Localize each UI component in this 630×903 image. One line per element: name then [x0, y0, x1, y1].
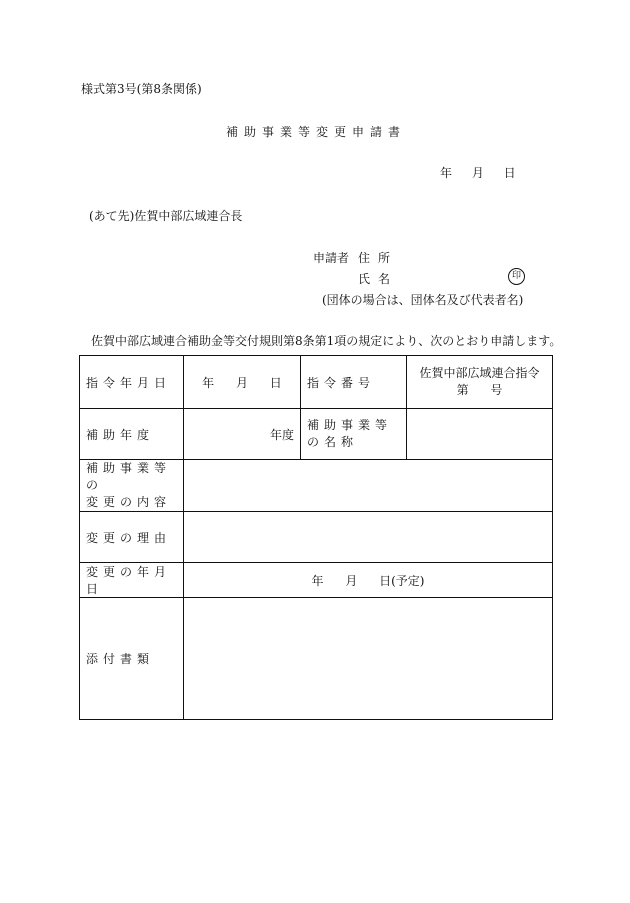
table-row-change-date: [80, 563, 553, 598]
attachments-field[interactable]: [184, 598, 553, 720]
subsidy-year-field[interactable]: 年度: [184, 409, 301, 460]
table-row-change-reason: [80, 512, 553, 563]
order-number-field[interactable]: [407, 356, 553, 409]
table-row-year: [80, 409, 553, 460]
application-date: 年 月 日: [440, 166, 516, 180]
attachments-label: 添付書類: [80, 598, 184, 720]
order-number-prefix: 佐賀中部広域連合指令: [419, 366, 540, 380]
seal-mark: 印: [508, 268, 525, 285]
subsidy-year-label: 補助年度: [80, 409, 184, 460]
order-date-field[interactable]: 年 月 日: [184, 356, 301, 409]
project-name-field[interactable]: [407, 409, 553, 460]
address-label: 住所: [358, 251, 399, 265]
table-row-change-content: [80, 460, 553, 512]
change-content-label: [80, 460, 184, 512]
name-label: 氏名: [358, 272, 399, 286]
change-content-field[interactable]: [184, 460, 553, 512]
document-title: 補助事業等変更申請書: [226, 125, 407, 139]
addressee: (あて先)佐賀中部広域連合長: [89, 209, 243, 223]
order-number-suffix: 第 号: [456, 383, 503, 397]
table-row-order: [80, 356, 553, 409]
change-date-field[interactable]: 年 月 日(予定): [184, 563, 553, 598]
order-date-label: 指令年月日: [80, 356, 184, 409]
change-date-label: 変更の年月日: [80, 563, 184, 598]
change-reason-field[interactable]: [184, 512, 553, 563]
applicant-label: 申請者: [313, 251, 350, 265]
application-statement: 佐賀中部広域連合補助金等交付規則第8条第1項の規定により、次のとおり申請します。: [91, 334, 562, 348]
table-row-attachments: [80, 598, 553, 720]
change-content-label-line1: 補助事業等の: [86, 461, 172, 492]
form-number: 様式第3号(第8条関係): [81, 82, 202, 96]
application-table: [79, 355, 553, 720]
order-number-label: 指令番号: [301, 356, 407, 409]
project-name-label-line1: 補助事業等: [307, 418, 393, 432]
change-content-label-line2: 変更の内容: [86, 495, 172, 509]
group-note: (団体の場合は、団体名及び代表者名): [322, 293, 524, 307]
project-name-label-line2: の名称: [307, 435, 359, 449]
change-reason-label: 変更の理由: [80, 512, 184, 563]
project-name-label: [301, 409, 407, 460]
